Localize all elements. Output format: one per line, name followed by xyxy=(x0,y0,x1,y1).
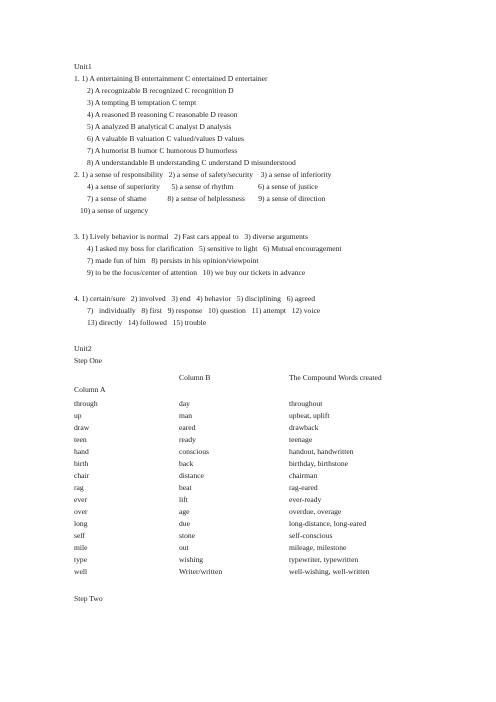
column-a-cell: draw xyxy=(74,423,90,432)
table-row xyxy=(74,508,434,517)
compound-cell: birthday, birthstone xyxy=(289,459,348,468)
table-row xyxy=(74,496,434,505)
column-b-cell: man xyxy=(179,411,193,420)
column-a-cell: chair xyxy=(74,471,90,480)
column-b-cell: eared xyxy=(179,423,196,432)
compound-cell: teenage xyxy=(289,435,313,444)
ex3-line: 4) I asked my boss for clarification 5) sensitive to light 6) Mutual encouragement xyxy=(87,244,342,253)
compound-cell: long-distance, long-eared xyxy=(289,519,367,528)
step-one-heading: Step One xyxy=(74,356,103,365)
table-row xyxy=(74,412,434,421)
column-a-cell: mile xyxy=(74,543,88,552)
column-a-cell: up xyxy=(74,411,82,420)
ex4-line: 7) individually 8) first 9) response 10) question 11) attempt 12) voice xyxy=(87,306,321,315)
column-a-cell: through xyxy=(74,399,98,408)
column-a-cell: ever xyxy=(74,495,88,504)
column-a-cell: teen xyxy=(74,435,87,444)
compound-cell: self-conscious xyxy=(289,531,333,540)
column-b-cell: stone xyxy=(179,531,196,540)
ex1-line: 2) A recognizable B recognized C recognition D xyxy=(87,86,234,95)
table-row xyxy=(74,532,434,541)
compound-cell: chairman xyxy=(289,471,318,480)
ex1-line: 6) A valuable B valuation C valued/values D values xyxy=(87,134,244,143)
column-b-cell: wishing xyxy=(179,555,204,564)
table-row xyxy=(74,472,434,481)
ex2-line: 7) a sense of shame 8) a sense of helplessness 9) a sense of direction xyxy=(87,194,326,203)
table-row xyxy=(74,556,434,565)
ex2-line: 10) a sense of urgency xyxy=(80,206,149,215)
column-b-cell: Writer/written xyxy=(179,567,223,576)
column-b-cell: distance xyxy=(179,471,204,480)
compound-cell: mileage, milestone xyxy=(289,543,347,552)
ex1-line: 7) A humorist B humor C humorous D humorless xyxy=(87,146,238,155)
table-row xyxy=(74,400,434,409)
column-a-header: Column A xyxy=(74,385,106,394)
column-b-cell: out xyxy=(179,543,189,552)
compound-cell: typewriter, typewritten xyxy=(289,555,359,564)
ex2-line: 2. 1) a sense of responsibility 2) a sense of safety/security 3) a sense of inferiority xyxy=(74,170,332,179)
ex4-line: 4. 1) certain/sure 2) involved 3) end 4) behavior 5) disciplining 6) agreed xyxy=(74,294,316,303)
compound-cell: drawback xyxy=(289,423,319,432)
column-a-cell: over xyxy=(74,507,88,516)
compound-words-header: The Compound Words created xyxy=(289,373,382,382)
table-row xyxy=(74,544,434,553)
column-b-cell: due xyxy=(179,519,190,528)
column-a-cell: long xyxy=(74,519,88,528)
ex1-line: 8) A understandable B understanding C understand D misunderstood xyxy=(87,158,296,167)
compound-cell: handout, handwritten xyxy=(289,447,354,456)
column-b-cell: back xyxy=(179,459,194,468)
table-row xyxy=(74,436,434,445)
column-b-header: Column B xyxy=(179,373,211,382)
column-a-cell: well xyxy=(74,567,88,576)
column-a-cell: type xyxy=(74,555,88,564)
ex1-line: 1. 1) A entertaining B entertainment C entertained D entertainer xyxy=(74,74,268,83)
column-a-cell: birth xyxy=(74,459,89,468)
column-b-cell: day xyxy=(179,399,190,408)
table-row xyxy=(74,460,434,469)
ex1-line: 5) A analyzed B analytical C analyst D analysis xyxy=(87,122,232,131)
table-row xyxy=(74,520,434,529)
table-row xyxy=(74,568,434,577)
table-row xyxy=(74,448,434,457)
column-a-cell: hand xyxy=(74,447,89,456)
compound-cell: ever-ready xyxy=(289,495,322,504)
compound-cell: upbeat, uplift xyxy=(289,411,330,420)
ex2-line: 4) a sense of superiority 5) a sense of rhythm 6) a sense of justice xyxy=(87,182,318,191)
table-row xyxy=(74,424,434,433)
column-b-cell: lift xyxy=(179,495,188,504)
compound-cell: overdue, overage xyxy=(289,507,342,516)
step-two-heading: Step Two xyxy=(74,594,103,603)
ex3-line: 3. 1) Lively behavior is normal 2) Fast cars appeal to 3) diverse arguments xyxy=(74,232,308,241)
ex1-line: 3) A tempting B temptation C tempt xyxy=(87,98,197,107)
table-row xyxy=(74,484,434,493)
compound-cell: throughout xyxy=(289,399,323,408)
compound-cell: well-wishing, well-written xyxy=(289,567,370,576)
ex1-line: 4) A reasoned B reasoning C reasonable D reason xyxy=(87,110,238,119)
unit2-heading: Unit2 xyxy=(74,344,92,353)
column-b-cell: ready xyxy=(179,435,196,444)
compound-cell: rag-eared xyxy=(289,483,318,492)
unit1-heading: Unit1 xyxy=(74,62,92,71)
column-a-cell: self xyxy=(74,531,85,540)
column-b-cell: beat xyxy=(179,483,192,492)
column-b-cell: age xyxy=(179,507,190,516)
column-b-cell: conscious xyxy=(179,447,209,456)
column-a-cell: rag xyxy=(74,483,84,492)
ex3-line: 9) to be the focus/center of attention 10) we buy our tickets in advance xyxy=(87,268,306,277)
ex3-line: 7) made fun of him 8) persists in his opinion/viewpoint xyxy=(87,256,259,265)
ex4-line: 13) directly 14) followed 15) trouble xyxy=(87,318,207,327)
